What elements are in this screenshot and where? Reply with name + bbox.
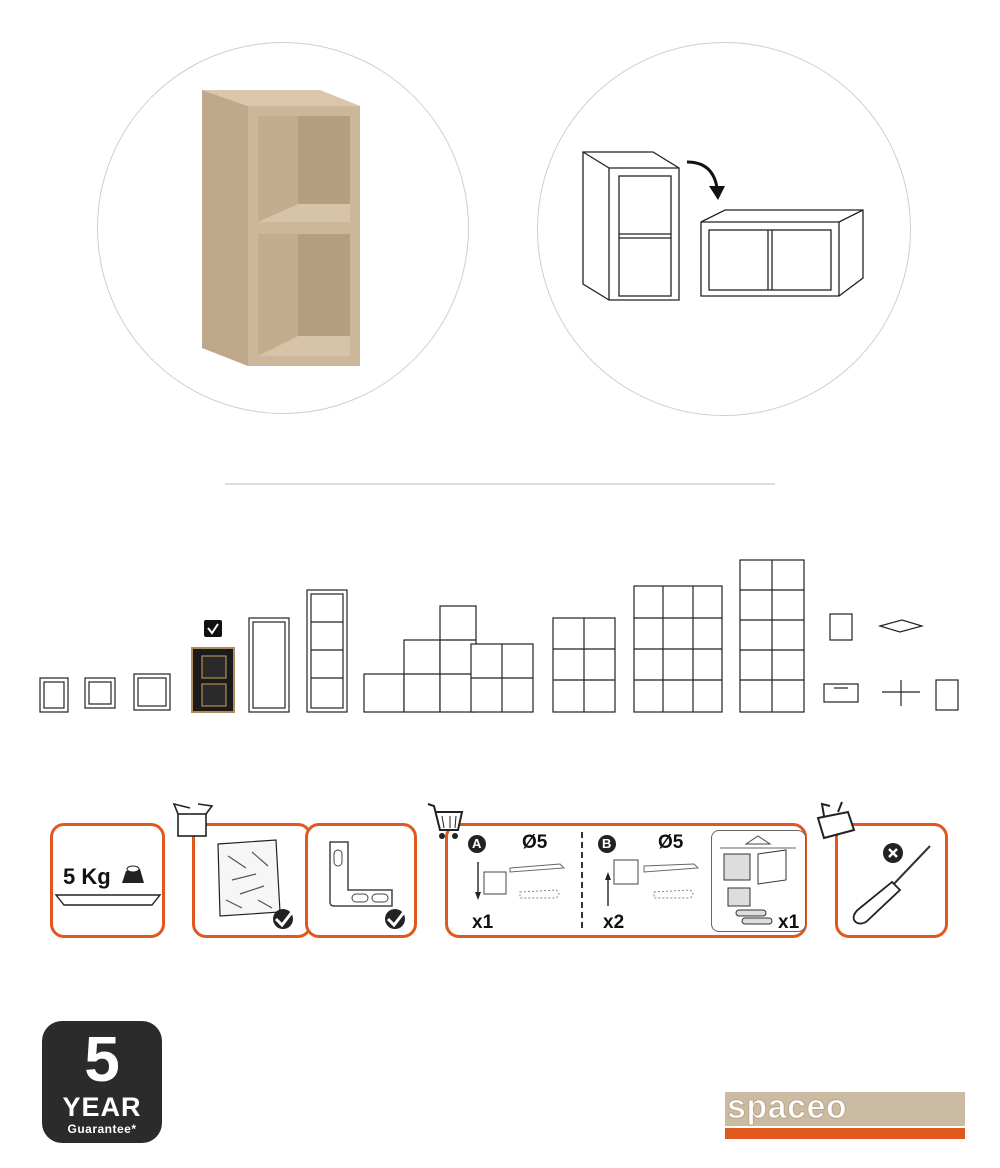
brand-accent-bar [725,1128,965,1139]
toolbox-icon [812,800,860,844]
option-a-letter: A [472,836,482,851]
guarantee-badge [42,1021,162,1143]
checkmark-icon [270,905,298,931]
open-box-icon [172,800,218,840]
shopping-cart-icon [424,800,464,844]
checkmark-icon [382,905,410,931]
guarantee-unit: YEAR [62,1092,142,1122]
screw-and-plug-a-icon [470,858,570,912]
section-divider [225,483,775,485]
option-b-quantity: x2 [603,912,625,933]
wooden-shelf-unit-illustration [190,78,370,378]
rotate-arrow-icon [687,162,725,200]
brand-logo [725,1088,965,1140]
options-separator [581,832,583,928]
product-range-lineup [30,550,970,725]
option-b-letter: B [602,836,612,851]
guarantee-number: 5 [84,1023,120,1095]
max-load-label: 5 Kg [63,864,111,889]
checkbox-icon [204,620,222,637]
option-a-diameter: Ø5 [522,832,548,853]
option-a-quantity: x1 [472,912,494,933]
orientation-diagram [575,140,875,310]
guarantee-label: Guarantee* [67,1122,137,1136]
brand-name: spaceo [727,1088,848,1126]
option-b-diameter: Ø5 [658,832,684,853]
screw-and-plug-b-icon [600,856,704,912]
angle-bracket-icon [322,836,402,916]
fixing-kit-quantity: x1 [778,912,800,933]
screwdriver-icon [848,842,938,928]
